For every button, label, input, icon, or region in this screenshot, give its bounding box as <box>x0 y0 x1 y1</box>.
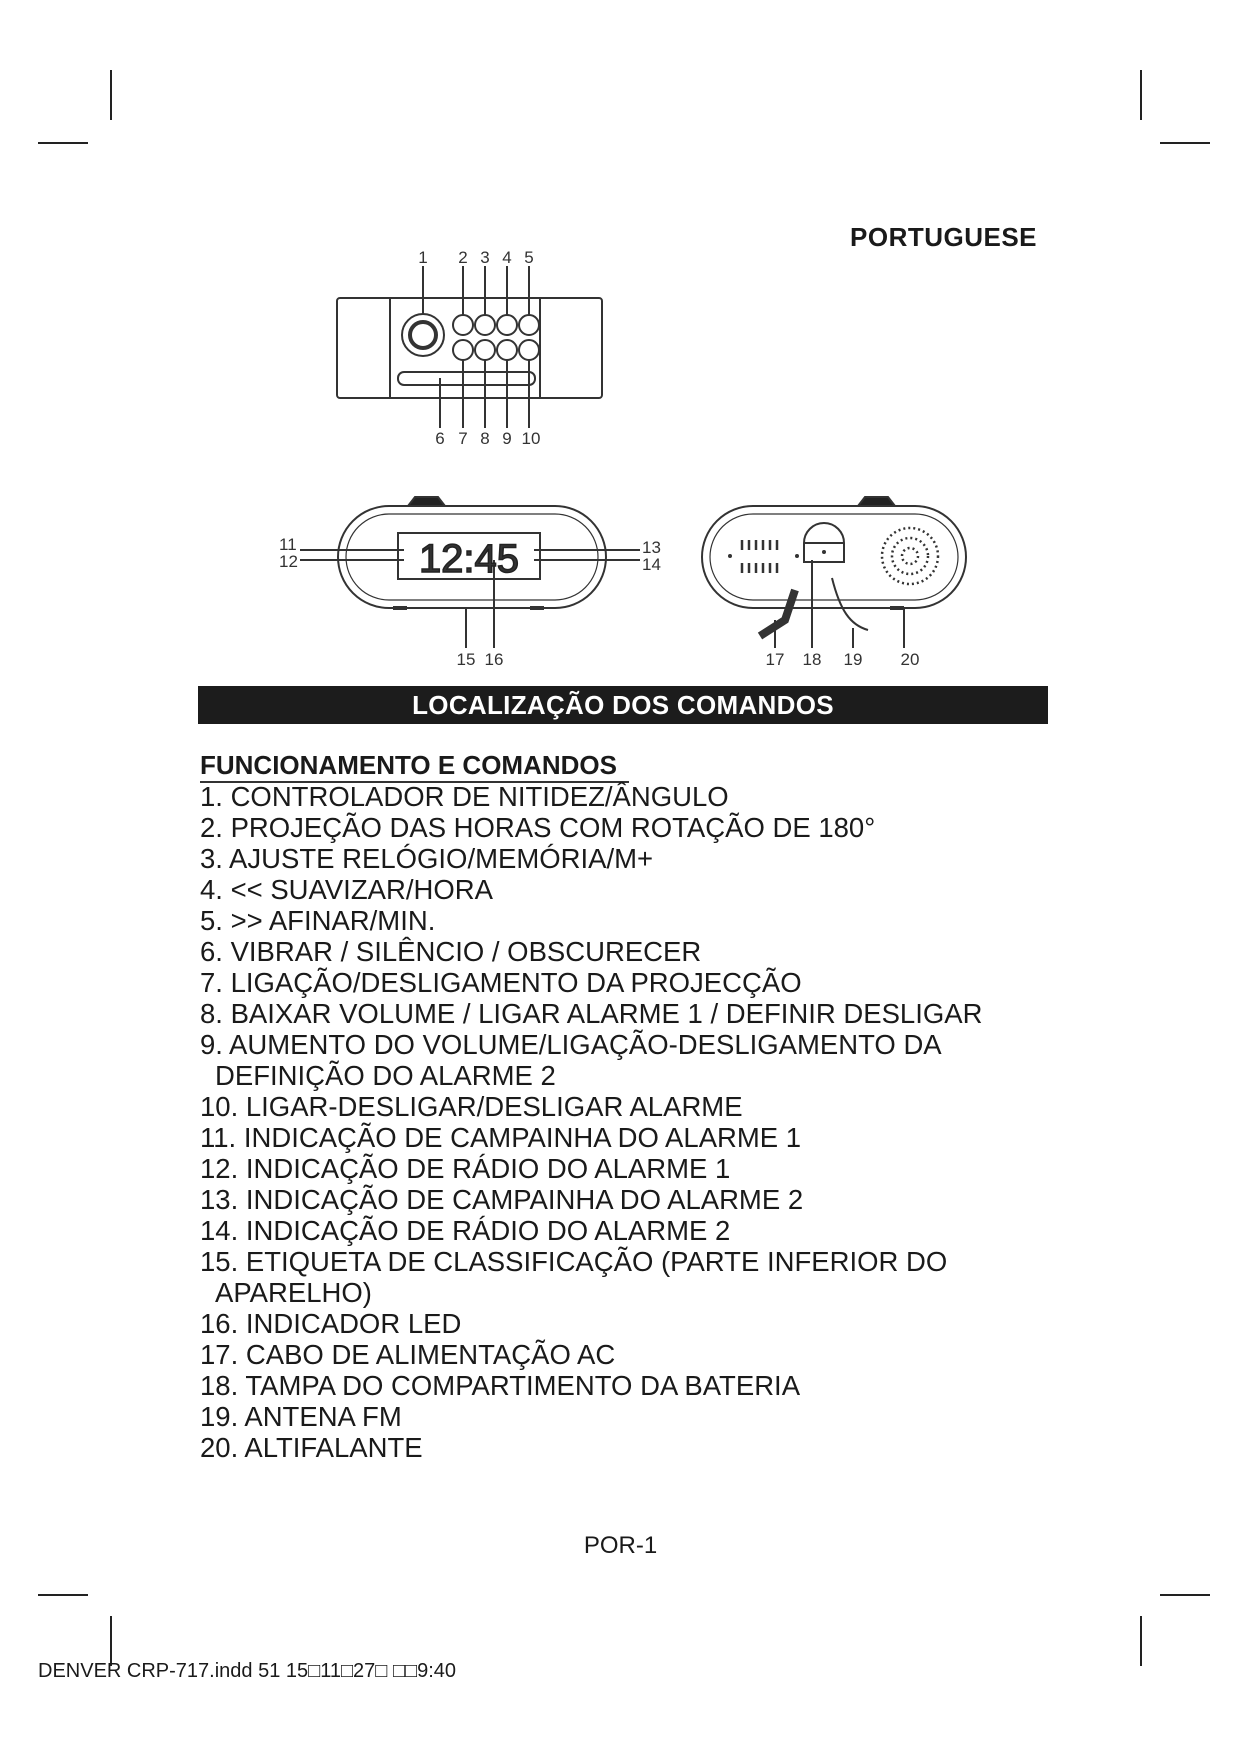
callout-9: 9 <box>502 429 512 448</box>
list-item: 20. ALTIFALANTE <box>200 1432 423 1463</box>
list-item: 17. CABO DE ALIMENTAÇÃO AC <box>200 1339 616 1370</box>
crop-mark-bottom-left-h <box>38 1594 88 1596</box>
snooze-bar <box>398 372 535 385</box>
fm-antenna <box>832 578 868 630</box>
lcd-time: 12:45 <box>418 537 520 581</box>
button-7 <box>453 340 473 360</box>
list-item: 16. INDICADOR LED <box>200 1308 462 1339</box>
section-title: FUNCIONAMENTO E COMANDOS <box>200 749 629 783</box>
button-8 <box>475 340 495 360</box>
callout-5: 5 <box>524 248 534 267</box>
page-number: POR-1 <box>583 1532 658 1559</box>
list-item: 13. INDICAÇÃO DE CAMPAINHA DO ALARME 2 <box>200 1184 804 1215</box>
callout-19: 19 <box>843 650 863 669</box>
vent-slots <box>742 540 777 573</box>
crop-mark-bottom-left-v <box>110 1616 112 1666</box>
list-item: 4. << SUAVIZAR/HORA <box>200 874 493 905</box>
callout-11: 11 <box>279 535 297 554</box>
section-banner: LOCALIZAÇÃO DOS COMANDOS <box>198 686 1048 724</box>
list-item: 18. TAMPA DO COMPARTIMENTO DA BATERIA <box>200 1370 801 1401</box>
callout-17: 17 <box>765 650 785 669</box>
button-3 <box>475 315 495 335</box>
controls-list <box>200 781 1060 1463</box>
language-label: PORTUGUESE <box>850 222 1038 252</box>
callout-6: 6 <box>435 429 445 448</box>
list-item: 6. VIBRAR / SILÊNCIO / OBSCURECER <box>200 936 702 967</box>
button-10 <box>519 340 539 360</box>
list-item: 12. INDICAÇÃO DE RÁDIO DO ALARME 1 <box>200 1153 731 1184</box>
print-slug: DENVER CRP-717.indd 51 15□11□27□ □□9:40 <box>38 1660 457 1682</box>
list-item: 2. PROJEÇÃO DAS HORAS COM ROTAÇÃO DE 180° <box>200 812 876 843</box>
clock-diagram <box>0 0 1241 700</box>
callout-15: 15 <box>456 650 476 669</box>
callout-1: 1 <box>418 248 428 267</box>
callout-13: 13 <box>642 538 661 557</box>
callout-2: 2 <box>458 248 468 267</box>
list-item: 11. INDICAÇÃO DE CAMPAINHA DO ALARME 1 <box>200 1122 802 1153</box>
list-item: 9. AUMENTO DO VOLUME/LIGAÇÃO-DESLIGAMENTO DA DEFINIÇÃO DO ALARME 2 <box>200 1029 942 1091</box>
callout-18: 18 <box>802 650 822 669</box>
power-cable <box>760 590 795 636</box>
callout-3: 3 <box>480 248 490 267</box>
focus-knob-inner <box>410 322 436 348</box>
button-4 <box>497 315 517 335</box>
list-item: 15. ETIQUETA DE CLASSIFICAÇÃO (PARTE INFERIOR DO APARELHO) <box>200 1246 948 1308</box>
button-2 <box>453 315 473 335</box>
speaker-grille <box>882 528 938 584</box>
callout-20: 20 <box>900 650 920 669</box>
button-5 <box>519 315 539 335</box>
list-item: 7. LIGAÇÃO/DESLIGAMENTO DA PROJECÇÃO <box>200 967 802 998</box>
callout-7: 7 <box>458 429 468 448</box>
callout-10: 10 <box>521 429 541 448</box>
button-9 <box>497 340 517 360</box>
list-item: 10. LIGAR-DESLIGAR/DESLIGAR ALARME <box>200 1091 743 1122</box>
back-view-body <box>702 506 966 608</box>
list-item: 8. BAIXAR VOLUME / LIGAR ALARME 1 / DEFINIR DESLIGAR <box>200 998 983 1029</box>
top-view-body <box>337 298 602 398</box>
front-top-bump <box>408 497 445 506</box>
callout-8: 8 <box>480 429 490 448</box>
crop-mark-bottom-right-v <box>1140 1616 1142 1666</box>
list-item: 1. CONTROLADOR DE NITIDEZ/ÂNGULO <box>200 781 729 812</box>
list-item: 3. AJUSTE RELÓGIO/MEMÓRIA/M+ <box>200 843 654 874</box>
list-item: 5. >> AFINAR/MIN. <box>200 905 436 936</box>
list-item: 19. ANTENA FM <box>200 1401 402 1432</box>
callout-16: 16 <box>484 650 504 669</box>
list-item: 14. INDICAÇÃO DE RÁDIO DO ALARME 2 <box>200 1215 731 1246</box>
crop-mark-bottom-right-h <box>1160 1594 1210 1596</box>
callout-12: 12 <box>279 552 298 571</box>
back-top-bump <box>858 497 895 506</box>
callout-4: 4 <box>502 248 512 267</box>
callout-14: 14 <box>642 555 661 574</box>
